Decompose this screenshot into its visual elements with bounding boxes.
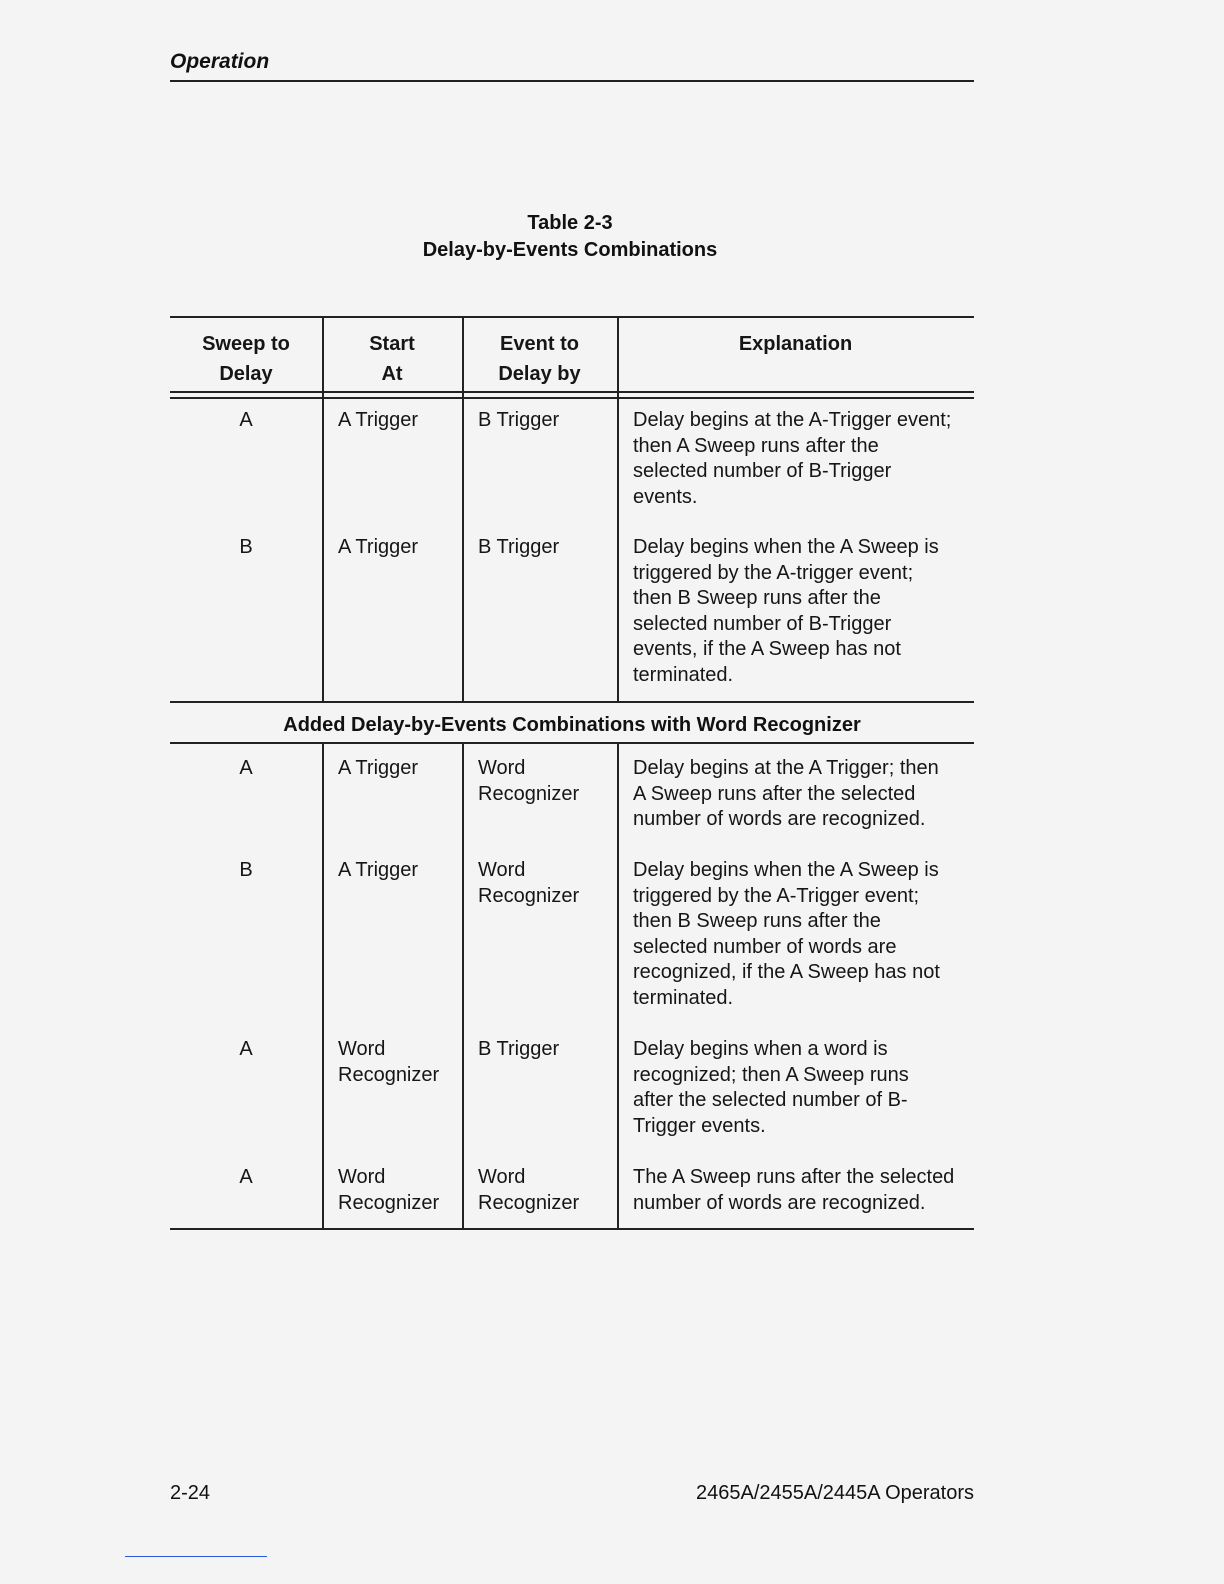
row1-sweep: A — [239, 409, 253, 431]
table-top-rule — [170, 316, 974, 318]
header-sweep-line: Sweep to — [202, 333, 290, 355]
row2-explanation-line: selected number of B-Trigger — [633, 612, 892, 635]
row1-event — [478, 408, 618, 434]
row1-explanation — [633, 408, 978, 510]
row1-event-line: B Trigger — [478, 409, 560, 431]
row2-explanation-line: events, if the A Sweep has not — [633, 638, 901, 660]
header-rule-2 — [170, 397, 974, 399]
section-rule-bottom — [170, 742, 974, 744]
row1-start-line: A Trigger — [338, 409, 419, 431]
section-rule-top — [170, 701, 974, 703]
row5-start-line: Word — [338, 1038, 386, 1060]
row3-explanation-line: Delay begins at the A Trigger; then — [633, 757, 939, 779]
row2-explanation-line: Delay begins when the A Sweep is — [633, 536, 939, 558]
header-explanation-line: Explanation — [738, 333, 853, 355]
header-sweep-line: Delay — [219, 363, 273, 385]
row4-explanation-line: triggered by the A-Trigger event; — [633, 884, 920, 907]
row3-explanation-line: A Sweep runs after the selected — [633, 782, 916, 805]
header-event-line: Delay by — [498, 363, 581, 385]
row1-start — [338, 408, 462, 434]
row6-explanation — [633, 1165, 978, 1216]
row5-explanation-line: after the selected number of B- — [633, 1089, 908, 1111]
row4-sweep: B — [239, 859, 253, 881]
row5-explanation — [633, 1037, 978, 1139]
header-rule-1 — [170, 391, 974, 393]
header-start-line: Start — [369, 333, 415, 355]
header-start-line: At — [381, 363, 403, 385]
col-rule-1b — [322, 743, 324, 1229]
row6-start-line: Recognizer — [338, 1191, 440, 1214]
row3-event-line: Word — [478, 757, 526, 779]
scan-edge-rule — [125, 1556, 267, 1557]
row5-start — [338, 1037, 462, 1088]
row2-start — [338, 535, 462, 561]
row6-start-line: Word — [338, 1166, 386, 1188]
row5-event-line: B Trigger — [478, 1038, 560, 1060]
manual-title: 2465A/2455A/2445A Operators — [696, 1482, 974, 1504]
row4-explanation-line: then B Sweep runs after the — [633, 910, 881, 932]
col-rule-3b — [617, 743, 619, 1229]
row6-event-line: Recognizer — [478, 1191, 580, 1214]
row4-explanation — [633, 858, 978, 1011]
page-number: 2-24 — [170, 1482, 211, 1504]
running-head: Operation — [170, 50, 270, 73]
row4-event-line: Recognizer — [478, 884, 580, 907]
row5-event — [478, 1037, 618, 1063]
header-explanation — [617, 329, 974, 359]
row1-explanation-line: Delay begins at the A-Trigger event; — [633, 409, 952, 431]
row6-start — [338, 1165, 462, 1216]
row5-explanation-line: Delay begins when a word is — [633, 1038, 888, 1060]
row4-start — [338, 858, 462, 884]
row2-explanation-line: terminated. — [633, 663, 734, 686]
row5-explanation-line: recognized; then A Sweep runs — [633, 1063, 909, 1086]
row5-explanation-line: Trigger events. — [633, 1114, 766, 1137]
table-title: Delay-by-Events Combinations — [422, 239, 718, 261]
section-title: Added Delay-by-Events Combinations with Word Recognizer — [283, 714, 861, 736]
row2-explanation — [633, 535, 978, 688]
header-rule — [170, 80, 974, 82]
row4-event-line: Word — [478, 859, 526, 881]
row6-event-line: Word — [478, 1166, 526, 1188]
col-rule-3a — [617, 316, 619, 702]
row4-explanation-line: recognized, if the A Sweep has not — [633, 961, 940, 983]
table-bottom-rule — [170, 1228, 974, 1230]
row5-sweep: A — [239, 1038, 253, 1060]
header-start — [322, 329, 462, 389]
header-event — [462, 329, 617, 389]
row6-explanation-line: number of words are recognized. — [633, 1191, 926, 1214]
row4-explanation-line: selected number of words are — [633, 935, 897, 958]
row4-start-line: A Trigger — [338, 859, 419, 881]
row4-event — [478, 858, 618, 909]
row1-explanation-line: events. — [633, 485, 698, 508]
row2-event-line: B Trigger — [478, 536, 560, 558]
row1-explanation-line: then A Sweep runs after the — [633, 434, 879, 457]
row3-event — [478, 756, 618, 807]
row2-event — [478, 535, 618, 561]
row6-explanation-line: The A Sweep runs after the selected — [633, 1166, 955, 1188]
row2-start-line: A Trigger — [338, 536, 419, 558]
col-rule-2b — [462, 743, 464, 1229]
row3-explanation-line: number of words are recognized. — [633, 808, 926, 830]
row1-explanation-line: selected number of B-Trigger — [633, 460, 892, 482]
table-number: Table 2-3 — [527, 212, 613, 234]
row3-start — [338, 756, 462, 782]
row4-explanation-line: Delay begins when the A Sweep is — [633, 859, 939, 881]
row5-start-line: Recognizer — [338, 1063, 440, 1086]
row3-event-line: Recognizer — [478, 782, 580, 805]
row3-start-line: A Trigger — [338, 757, 419, 779]
row6-sweep: A — [239, 1166, 253, 1188]
header-sweep — [170, 329, 322, 389]
row6-event — [478, 1165, 618, 1216]
row2-explanation-line: triggered by the A-trigger event; — [633, 561, 914, 584]
row3-explanation — [633, 756, 978, 833]
row4-explanation-line: terminated. — [633, 986, 734, 1009]
header-event-line: Event to — [500, 333, 579, 355]
table-caption — [170, 210, 974, 264]
row3-sweep: A — [239, 757, 253, 779]
row2-explanation-line: then B Sweep runs after the — [633, 587, 881, 609]
row2-sweep: B — [239, 536, 253, 558]
